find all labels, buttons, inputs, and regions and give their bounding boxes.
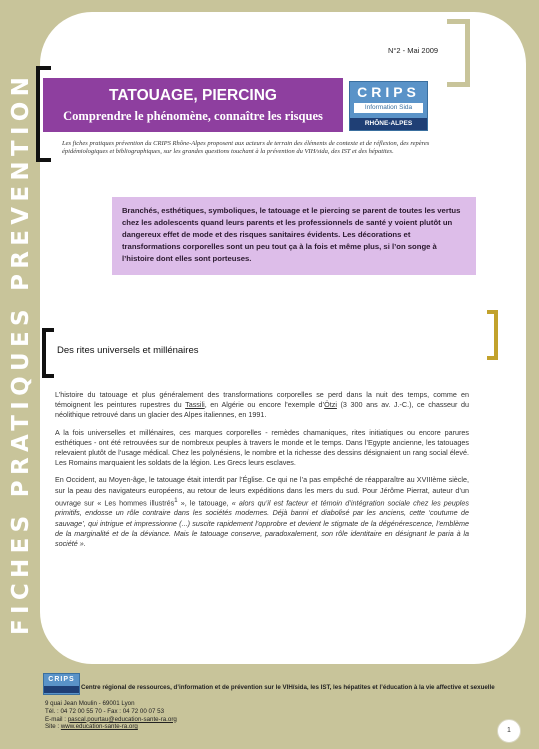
footer-address-block: [45, 700, 177, 731]
paragraph-1: [55, 390, 469, 421]
footer-logo: [43, 673, 80, 695]
p3-text-b: », le tatouage,: [177, 498, 232, 508]
page-subtitle: Comprendre le phénomène, connaître les risques: [63, 109, 323, 123]
site-label: Site :: [45, 723, 61, 731]
section-bracket-right: [487, 310, 498, 360]
page-number: 1: [497, 719, 521, 743]
email-label: E-mail :: [45, 715, 68, 723]
footer-logo-band: [44, 686, 79, 693]
email-link[interactable]: pascal.pourtau@education-sante-ra.org: [67, 715, 177, 723]
issue-number: N°2 - Mai 2009: [388, 46, 439, 55]
footer-center-name: Centre régional de ressources, d’information et de prévention sur le VIH/sida, les IST, les hépatites et l’éducation à la vie affective et sexuelle: [81, 684, 495, 691]
footer-phone: Tél. : 04 72 00 55 70 - Fax : 04 72 00 07 53: [45, 707, 165, 715]
otzi-link[interactable]: Ötzi: [324, 400, 337, 410]
side-title-vertical: FICHES PRATIQUES PREVENTION: [8, 71, 34, 635]
logo-word: CRIPS: [357, 84, 420, 100]
body-text: [55, 390, 469, 556]
logo-region: RHÔNE-ALPES: [350, 118, 427, 130]
intro-text: Les fiches pratiques prévention du CRIPS Rhône-Alpes proposent aux acteurs de terrain des éléments de contexte et de réflexion, des repères épidémiologiques et bibliographiques, sur les grandes questions touchant à la prévention du VIH/sida, des IST et des hépatites.: [62, 140, 430, 155]
footer-address: 9 quai Jean Moulin - 69001 Lyon: [45, 700, 135, 707]
lead-paragraph: Branchés, esthétiques, symboliques, le tatouage et le piercing se parent de toutes les vertus chez les adolescents quand leurs parents et les professionnels de santé y voient plutôt un dangereux effet de mode et des risques sanitaires évidents. Les décorations et transformations corporelles sont un peu tout ça à la fois et même plus, si l’on songe à l’histoire dont elles sont porteuses.: [112, 197, 476, 275]
title-banner: [43, 78, 343, 132]
site-link[interactable]: www.education-sante-ra.org: [60, 723, 138, 731]
logo-subtitle: Information Sida: [354, 103, 423, 113]
footer-email-row: [45, 716, 177, 724]
p3-quote: « alors qu’il est facteur et témoin d’intégration sociale chez les peuples primitifs, endosse un rôle contraire dans les sociétés modernes. Déjà banni et diabolisé par les anciens, cette ‘coutume de sauvage’, qui intrigue et impressionne (...) suscite rapidement l’opprobre et devient le stigmate de la dégénérescence, l’emblème de la marginalité et de la déviance. Mais le tatouage conserve, paradoxalement, son rôle identitaire en désignant le paria à la société ».: [55, 498, 469, 549]
footnote-ref: 1: [174, 497, 178, 504]
tassili-link[interactable]: Tassili: [185, 400, 205, 410]
footer-site-row: [45, 723, 177, 731]
crips-logo: [349, 81, 428, 131]
section-bracket-left: [42, 328, 54, 378]
p1-text-b: , en Algérie ou encore l’exemple d’: [204, 400, 325, 410]
top-right-bracket: [447, 19, 470, 87]
page-title: TATOUAGE, PIERCING: [109, 87, 277, 104]
paragraph-2: A la fois universelles et millénaires, ces marques corporelles - remèdes chamaniques, rites initiatiques ou encore parures esthétiques - ont été retrouvées sur de nombreux peuples à travers le monde et le temps. Dans l’Egypte ancienne, les tatouages relevaient plutôt de l’usage médical. Chez les polynésiens, le nombre et la richesse des dessins désignaient un rang social élevé. Les Romains marquaient les soldats de la légion. Les Grecs leurs esclaves.: [55, 427, 469, 468]
p1-text-c: (3 300 ans av. J.-C.), ce chasseur du néolithique retrouvé dans un glacier des Alpes italiennes, en 1991.: [55, 400, 469, 420]
p1-text-a: L’histoire du tatouage et plus généralement des transformations corporelles se perd dans la nuit des temps, comme en témoignent les peintures rupestres du: [55, 390, 469, 410]
p3-text-a: En Occident, au Moyen-âge, le tatouage était interdit par l’Église. Ce qui ne l’a pas empêché de réapparaître au XVIIIème siècle, sur la peau des navigateurs européens, au retour de leurs expéditions dans les mers du sud. Pour Jérôme Pierrat, auteur d’un ouvrage sur « Les hommes illustrés: [55, 475, 469, 508]
section-title: Des rites universels et millénaires: [57, 345, 199, 356]
paragraph-3: [55, 475, 469, 549]
footer-logo-word: CRIPS: [48, 676, 75, 683]
